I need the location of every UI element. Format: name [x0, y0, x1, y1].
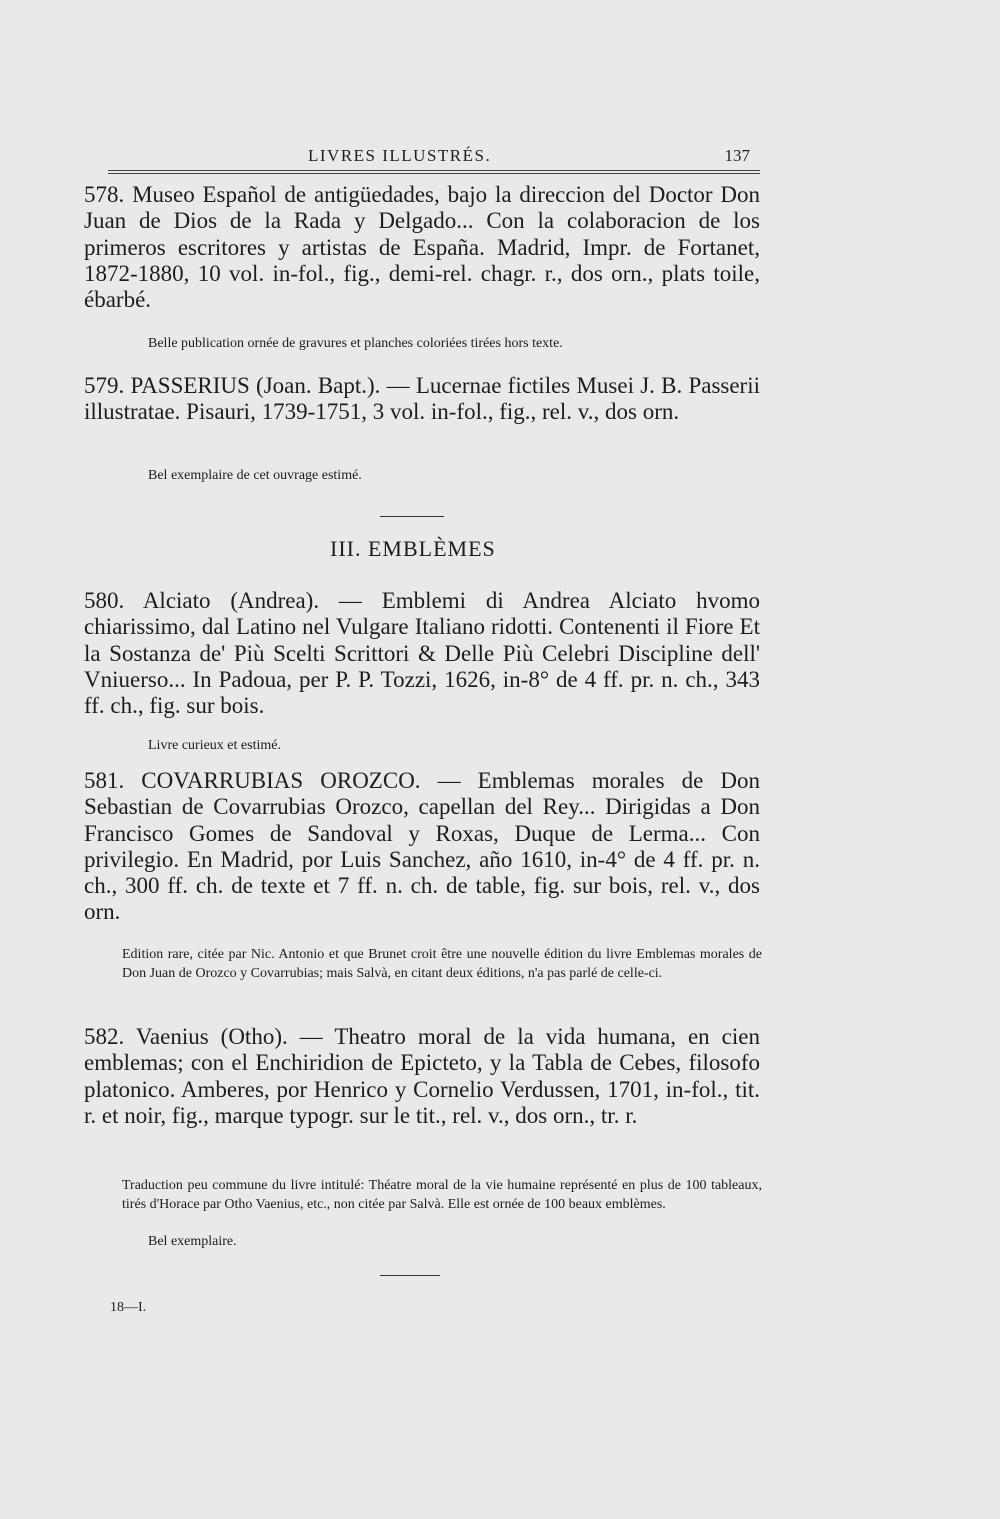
entry-text: COVARRUBIAS OROZCO. — Emblemas morales de Don Sebastian de Covarrubias Orozco, capellan del Rey... Dirigidas a Don Francisco Gomes de Sandoval y Roxas, Duque de Lerma... Con privilegio. En Madrid, por Luis Sanchez, año 1610, in-4° de 4 ff. pr. n. ch., 300 ff. ch. de texte et 7 ff. n. ch. de table, fig. sur bois, rel. v., dos orn. [84, 768, 760, 925]
section-title: III. EMBLÈMES [330, 536, 496, 561]
entry-580 [84, 588, 760, 719]
entry-number: 581. [84, 768, 125, 793]
entry-582-note: Traduction peu commune du livre intitulé: Théatre moral de la vie humaine représenté en plus de 100 tableaux, tirés d'Horace par Otho Vaenius, etc., non citée par Salvà. Elle est ornée de 100 beaux emblèmes. [122, 1178, 762, 1212]
entry-number: 580. [84, 588, 125, 613]
entry-579-note: Bel exemplaire de cet ouvrage estimé. [148, 468, 362, 483]
entry-text: Alciato (Andrea). — Emblemi di Andrea Alciato hvomo chiarissimo, dal Latino nel Vulgare Italiano ridotti. Contenenti il Fiore Et la Sostanza de' Più Scelti Scrittori & Delle Più Celebri Discipline dell' Vniuerso... In Padoua, per P. P. Tozzi, 1626, in-8° de 4 ff. pr. n. ch., 343 ff. ch., fig. sur bois. [84, 588, 760, 719]
entry-text: Museo Español de antigüedades, bajo la direccion del Doctor Don Juan de Dios de la Rada y Delgado... Con la colaboracion de los primeros escritores y artistas de España. Madrid, Impr. de Fortanet, 1872-1880, 10 vol. in-fol., fig., demi-rel. chagr. r., dos orn., plats toile, ébarbé. [84, 182, 761, 313]
entry-number: 582. [84, 1024, 125, 1049]
header-rule [108, 170, 760, 174]
entry-581-note: Edition rare, citée par Nic. Antonio et que Brunet croit être une nouvelle édition du livre Emblemas morales de Don Juan de Orozco y Covarrubias; mais Salvà, en citant deux éditions, n'a pas parlé de celle-ci. [122, 947, 762, 981]
running-header [108, 146, 760, 172]
signature-mark: 18—I. [110, 1300, 147, 1315]
section-divider [380, 516, 444, 517]
running-title: LIVRES ILLUSTRÉS. [308, 146, 492, 165]
entry-582 [84, 1024, 760, 1129]
entry-number: 579. [84, 373, 125, 398]
entry-578-note: Belle publication ornée de gravures et planches coloriées tirées hors texte. [148, 336, 563, 351]
entry-text: PASSERIUS (Joan. Bapt.). — Lucernae fictiles Musei J. B. Passerii illustratae. Pisauri, 1739-1751, 3 vol. in-fol., fig., rel. v., dos orn. [84, 373, 760, 425]
entry-number: 578. [84, 182, 125, 207]
page-number: 137 [724, 146, 750, 165]
entry-578 [84, 182, 760, 313]
end-divider [380, 1275, 440, 1276]
entry-579 [84, 373, 760, 426]
entry-text: Vaenius (Otho). — Theatro moral de la vida humana, en cien emblemas; con el Enchiridion de Epicteto, y la Tabla de Cebes, filosofo platonico. Amberes, por Henrico y Cornelio Verdussen, 1701, in-fol., tit. r. et noir, fig., marque typogr. sur le tit., rel. v., dos orn., tr. r. [84, 1024, 760, 1128]
entry-580-note: Livre curieux et estimé. [148, 738, 281, 753]
entry-581 [84, 768, 760, 926]
entry-582-note-2: Bel exemplaire. [148, 1234, 237, 1249]
